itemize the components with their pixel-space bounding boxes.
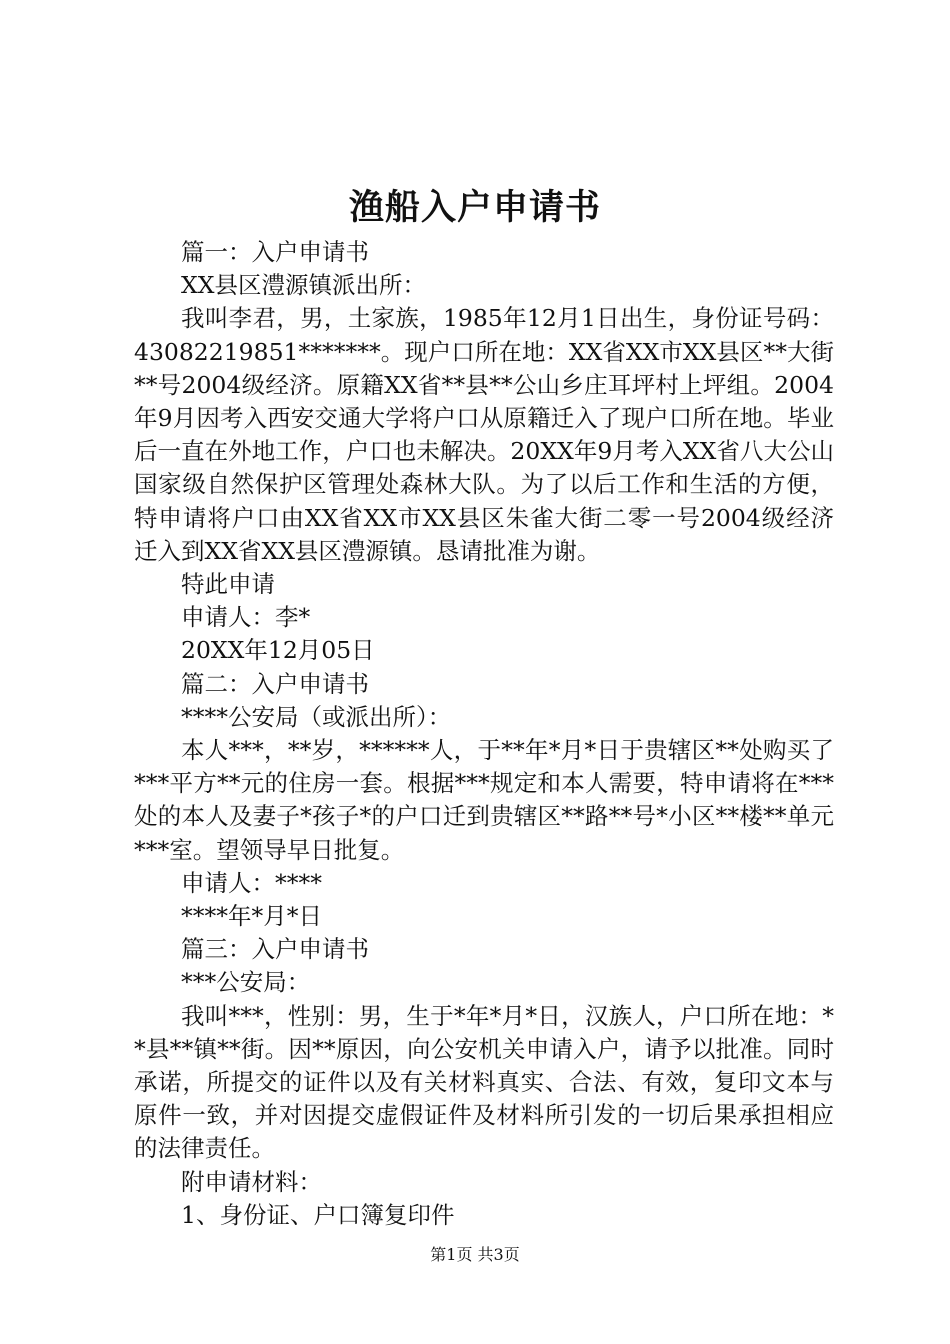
- paragraph: 特此申请: [181, 570, 275, 599]
- paragraph: 篇三：入户申请书: [181, 935, 369, 964]
- paragraph: 附申请材料：: [181, 1167, 322, 1196]
- paragraph: 篇二：入户申请书: [181, 669, 369, 698]
- paragraph: 申请人：李*: [181, 603, 311, 632]
- paragraph: ***公安局：: [181, 968, 311, 997]
- paragraph: 篇一：入户申请书: [181, 238, 369, 266]
- document-title: 渔船入户申请书: [348, 187, 601, 228]
- paragraph: 本人***，**岁，******人，于**年*月*日于贵辖区**处购买了***平方**元的住房一套。根据***规定和本人需要，特申请将在***处的本人及妻子*孩子*的户口迁到贵辖区**路**号*小区**楼**单元***室。望领导早日批复。: [134, 736, 834, 864]
- paragraph: 申请人：****: [181, 868, 322, 897]
- paragraph: 我叫李君，男，土家族，1985年12月1日出生，身份证号码：43082219851*******。现户口所在地：XX省XX市XX县区**大街**号2004级经济。原籍XX省**县**公山乡庄耳坪村上坪组。2004年9月因考入西安交通大学将户口从原籍迁入了现户口所在地。毕业后一直在外地工作，户口也未解决。20XX年9月考入XX省八大公山国家级自然保护区管理处森林大队。为了以后工作和生活的方便，特申请将户口由XX省XX市XX县区朱雀大街二零一号2004级经济迁入到XX省XX县区澧源镇。恳请批准为谢。: [134, 304, 834, 565]
- paragraph: 我叫***，性别：男，生于*年*月*日，汉族人，户口所在地：**县**镇**街。因**原因，向公安机关申请入户，请予以批准。同时承诺，所提交的证件以及有关材料真实、合法、有效，复印文本与原件一致，并对因提交虚假证件及材料所引发的一切后果承担相应的法律责任。: [134, 1001, 834, 1163]
- paragraph: XX县区澧源镇派出所：: [181, 271, 426, 300]
- paragraph: ****年*月*日: [181, 902, 322, 931]
- paragraph: 20XX年12月05日: [181, 636, 375, 665]
- paragraph: ****公安局（或派出所）：: [181, 702, 452, 731]
- paragraph: 1、身份证、户口簿复印件: [181, 1200, 455, 1229]
- page-footer: 第1页 共3页: [430, 1245, 520, 1264]
- document-body: [134, 236, 834, 1232]
